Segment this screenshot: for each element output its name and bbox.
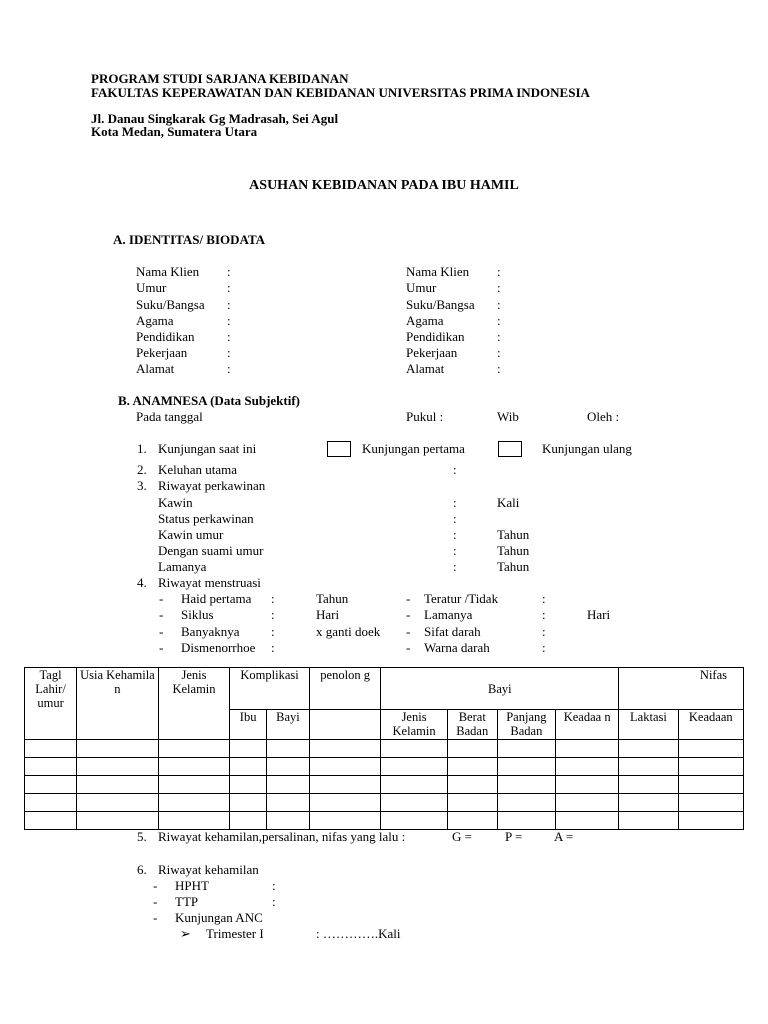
table-cell[interactable]: [267, 794, 310, 812]
left-label: Agama: [136, 313, 174, 328]
colon: :: [497, 280, 501, 295]
table-cell[interactable]: [158, 794, 229, 812]
table-cell[interactable]: [77, 812, 159, 830]
colon: :: [227, 297, 231, 312]
table-cell[interactable]: [678, 776, 743, 794]
riwayat-menstruasi-label: Riwayat menstruasi: [158, 575, 261, 590]
table-cell[interactable]: [447, 740, 497, 758]
dash: -: [406, 607, 411, 622]
perkawinan-label: Kawin: [158, 495, 193, 510]
table-cell[interactable]: [158, 740, 229, 758]
kunjungan-ulang-checkbox[interactable]: [498, 441, 522, 457]
left-label: Pendidikan: [136, 329, 195, 344]
colon: :: [497, 313, 501, 328]
menstruasi-label: Dismenorrhoe: [181, 640, 256, 655]
table-cell[interactable]: [309, 794, 380, 812]
colon: :: [453, 462, 457, 477]
colon: :: [227, 264, 231, 279]
table-cell[interactable]: [77, 758, 159, 776]
subheader-keadaan: Keadaa n: [555, 710, 618, 740]
menstruasi-label: Siklus: [181, 607, 214, 622]
subheader-empty: [309, 710, 380, 740]
pukul-label: Pukul :: [406, 409, 444, 424]
ttp-label: TTP: [175, 894, 199, 909]
para-label: P =: [505, 829, 523, 844]
dash: -: [406, 624, 411, 639]
table-cell[interactable]: [77, 740, 159, 758]
right-label: Alamat: [406, 361, 445, 376]
table-cell[interactable]: [309, 758, 380, 776]
arrow-bullet-icon: ➢: [180, 926, 191, 941]
header-penolong: penolon g: [309, 668, 380, 710]
kunjungan-saat-ini-label: Kunjungan saat ini: [158, 441, 257, 456]
table-cell[interactable]: [619, 758, 678, 776]
dash: -: [159, 607, 164, 622]
dash: -: [406, 640, 411, 655]
dash: -: [153, 878, 158, 893]
table-cell[interactable]: [619, 740, 678, 758]
kunjungan-pertama-label: Kunjungan pertama: [362, 441, 465, 456]
colon: :: [453, 559, 457, 574]
item-number: 3.: [137, 478, 147, 493]
subheader-panjang-badan: Panjang Badan: [497, 710, 555, 740]
right-label: Nama Klien: [406, 264, 470, 279]
table-cell[interactable]: [555, 812, 618, 830]
kunjungan-anc-label: Kunjungan ANC: [175, 910, 263, 925]
address-line-1: Jl. Danau Singkarak Gg Madrasah, Sei Agul: [91, 111, 339, 126]
table-cell[interactable]: [158, 758, 229, 776]
right-label: Pendidikan: [406, 329, 465, 344]
table-cell[interactable]: [555, 758, 618, 776]
colon: :: [227, 361, 231, 376]
table-cell[interactable]: [447, 776, 497, 794]
table-cell[interactable]: [230, 740, 267, 758]
menstruasi-unit: x ganti doek: [316, 624, 381, 639]
colon: :: [227, 313, 231, 328]
table-row: [25, 776, 744, 794]
perkawinan-label: Kawin umur: [158, 527, 224, 542]
colon: :: [453, 511, 457, 526]
table-cell[interactable]: [497, 776, 555, 794]
colon: :: [497, 361, 501, 376]
menstruasi-unit: Tahun: [316, 591, 349, 606]
subheader-ibu: Ibu: [230, 710, 267, 740]
program-name: PROGRAM STUDI SARJANA KEBIDANAN: [91, 71, 349, 86]
table-cell[interactable]: [555, 740, 618, 758]
colon: :: [453, 527, 457, 542]
subheader-jenis-kelamin: Jenis Kelamin: [381, 710, 447, 740]
hpht-label: HPHT: [175, 878, 209, 893]
perkawinan-label: Dengan suami umur: [158, 543, 264, 558]
table-cell[interactable]: [497, 758, 555, 776]
table-cell[interactable]: [678, 794, 743, 812]
document-title: ASUHAN KEBIDANAN PADA IBU HAMIL: [249, 178, 519, 193]
table-cell[interactable]: [497, 740, 555, 758]
item-number: 6.: [137, 862, 147, 877]
menstruasi-right-unit: Hari: [587, 607, 611, 622]
perkawinan-unit: Kali: [497, 495, 520, 510]
left-label: Umur: [136, 280, 167, 295]
trimester-value: : ………….Kali: [316, 926, 401, 941]
table-cell[interactable]: [309, 740, 380, 758]
dash: -: [153, 894, 158, 909]
menstruasi-unit: Hari: [316, 607, 340, 622]
table-cell[interactable]: [230, 758, 267, 776]
colon: :: [542, 591, 546, 606]
keluhan-utama-label: Keluhan utama: [158, 462, 238, 477]
pada-tanggal-label: Pada tanggal: [136, 409, 203, 424]
gravida-label: G =: [452, 829, 472, 844]
perkawinan-unit: Tahun: [497, 543, 530, 558]
kunjungan-ulang-label: Kunjungan ulang: [542, 441, 632, 456]
menstruasi-label: Haid pertama: [181, 591, 252, 606]
table-cell[interactable]: [25, 776, 77, 794]
table-row: [25, 758, 744, 776]
faculty-name: FAKULTAS KEPERAWATAN DAN KEBIDANAN UNIVERSITAS PRIMA INDONESIA: [91, 85, 590, 100]
table-cell[interactable]: [619, 794, 678, 812]
table-cell[interactable]: [381, 776, 447, 794]
colon: :: [272, 878, 276, 893]
colon: :: [497, 297, 501, 312]
table-cell[interactable]: [619, 776, 678, 794]
abortus-label: A =: [554, 829, 574, 844]
table-row: [25, 740, 744, 758]
colon: :: [542, 624, 546, 639]
colon: :: [497, 329, 501, 344]
dash: -: [406, 591, 411, 606]
table-cell[interactable]: [555, 776, 618, 794]
table-cell[interactable]: [267, 740, 310, 758]
table-cell[interactable]: [77, 794, 159, 812]
header-komplikasi: Komplikasi: [230, 668, 310, 710]
colon: :: [497, 264, 501, 279]
section-a-heading: A. IDENTITAS/ BIODATA: [113, 232, 266, 247]
header-tgl-lahir: Tagl Lahir/ umur: [25, 668, 77, 740]
right-label: Pekerjaan: [406, 345, 458, 360]
table-cell[interactable]: [77, 776, 159, 794]
table-cell[interactable]: [158, 776, 229, 794]
table-cell[interactable]: [381, 794, 447, 812]
left-label: Pekerjaan: [136, 345, 188, 360]
colon: :: [271, 624, 275, 639]
wib-label: Wib: [497, 409, 519, 424]
table-cell[interactable]: [497, 794, 555, 812]
table-cell[interactable]: [267, 776, 310, 794]
table-cell[interactable]: [158, 812, 229, 830]
right-label: Agama: [406, 313, 444, 328]
colon: :: [453, 495, 457, 510]
kunjungan-pertama-checkbox[interactable]: [327, 441, 351, 457]
table-cell[interactable]: [309, 812, 380, 830]
right-label: Suku/Bangsa: [406, 297, 475, 312]
table-cell[interactable]: [555, 794, 618, 812]
table-cell[interactable]: [25, 794, 77, 812]
riwayat-kehamilan-label: Riwayat kehamilan: [158, 862, 259, 877]
section-b-heading: B. ANAMNESA (Data Subjektif): [118, 393, 301, 408]
oleh-label: Oleh :: [587, 409, 620, 424]
colon: :: [271, 640, 275, 655]
subheader-berat-badan: Berat Badan: [447, 710, 497, 740]
table-cell[interactable]: [678, 740, 743, 758]
table-cell[interactable]: [497, 812, 555, 830]
perkawinan-unit: Tahun: [497, 527, 530, 542]
table-cell[interactable]: [230, 812, 267, 830]
colon: :: [272, 894, 276, 909]
table-cell[interactable]: [267, 758, 310, 776]
colon: :: [227, 329, 231, 344]
colon: :: [227, 345, 231, 360]
address-line-2: Kota Medan, Sumatera Utara: [91, 124, 258, 139]
table-cell[interactable]: [25, 740, 77, 758]
menstruasi-label: Banyaknya: [181, 624, 240, 639]
colon: :: [453, 543, 457, 558]
item-number: 5.: [137, 829, 147, 844]
dash: -: [159, 624, 164, 639]
colon: :: [271, 607, 275, 622]
table-cell[interactable]: [25, 812, 77, 830]
colon: :: [542, 607, 546, 622]
table-row: [25, 812, 744, 830]
dash: -: [159, 591, 164, 606]
subheader-bayi: Bayi: [267, 710, 310, 740]
pregnancy-history-table: [24, 667, 744, 830]
table-cell[interactable]: [678, 758, 743, 776]
table-cell[interactable]: [309, 776, 380, 794]
menstruasi-right-label: Warna darah: [424, 640, 490, 655]
item-number: 1.: [137, 441, 147, 456]
colon: :: [497, 345, 501, 360]
header-bayi: Bayi: [381, 668, 619, 710]
table-cell[interactable]: [230, 776, 267, 794]
colon: :: [542, 640, 546, 655]
perkawinan-label: Lamanya: [158, 559, 207, 574]
colon: :: [227, 280, 231, 295]
riwayat-kehamilan-lalu-label: Riwayat kehamilan,persalinan, nifas yang lalu :: [158, 829, 406, 844]
item-number: 2.: [137, 462, 147, 477]
left-label: Nama Klien: [136, 264, 200, 279]
dash: -: [153, 910, 158, 925]
menstruasi-right-label: Sifat darah: [424, 624, 481, 639]
table-cell[interactable]: [447, 758, 497, 776]
table-cell[interactable]: [447, 812, 497, 830]
table-cell[interactable]: [381, 758, 447, 776]
menstruasi-right-label: Teratur /Tidak: [424, 591, 499, 606]
perkawinan-label: Status perkawinan: [158, 511, 254, 526]
table-cell[interactable]: [25, 758, 77, 776]
dash: -: [159, 640, 164, 655]
table-cell[interactable]: [619, 812, 678, 830]
left-label: Alamat: [136, 361, 175, 376]
right-label: Umur: [406, 280, 437, 295]
table-cell[interactable]: [447, 794, 497, 812]
header-usia-kehamilan: Usia Kehamila n: [77, 668, 159, 740]
riwayat-perkawinan-label: Riwayat perkawinan: [158, 478, 266, 493]
table-cell[interactable]: [381, 812, 447, 830]
table-cell[interactable]: [381, 740, 447, 758]
table-cell[interactable]: [678, 812, 743, 830]
colon: :: [271, 591, 275, 606]
perkawinan-unit: Tahun: [497, 559, 530, 574]
table-cell[interactable]: [267, 812, 310, 830]
subheader-laktasi: Laktasi: [619, 710, 678, 740]
table-cell[interactable]: [230, 794, 267, 812]
trimester-label: Trimester I: [206, 926, 264, 941]
header-jenis-kelamin: Jenis Kelamin: [158, 668, 229, 740]
header-nifas: Nifas: [619, 668, 744, 710]
menstruasi-right-label: Lamanya: [424, 607, 473, 622]
table-row: [25, 794, 744, 812]
item-number: 4.: [137, 575, 147, 590]
left-label: Suku/Bangsa: [136, 297, 205, 312]
subheader-keadaan-nifas: Keadaan: [678, 710, 743, 740]
